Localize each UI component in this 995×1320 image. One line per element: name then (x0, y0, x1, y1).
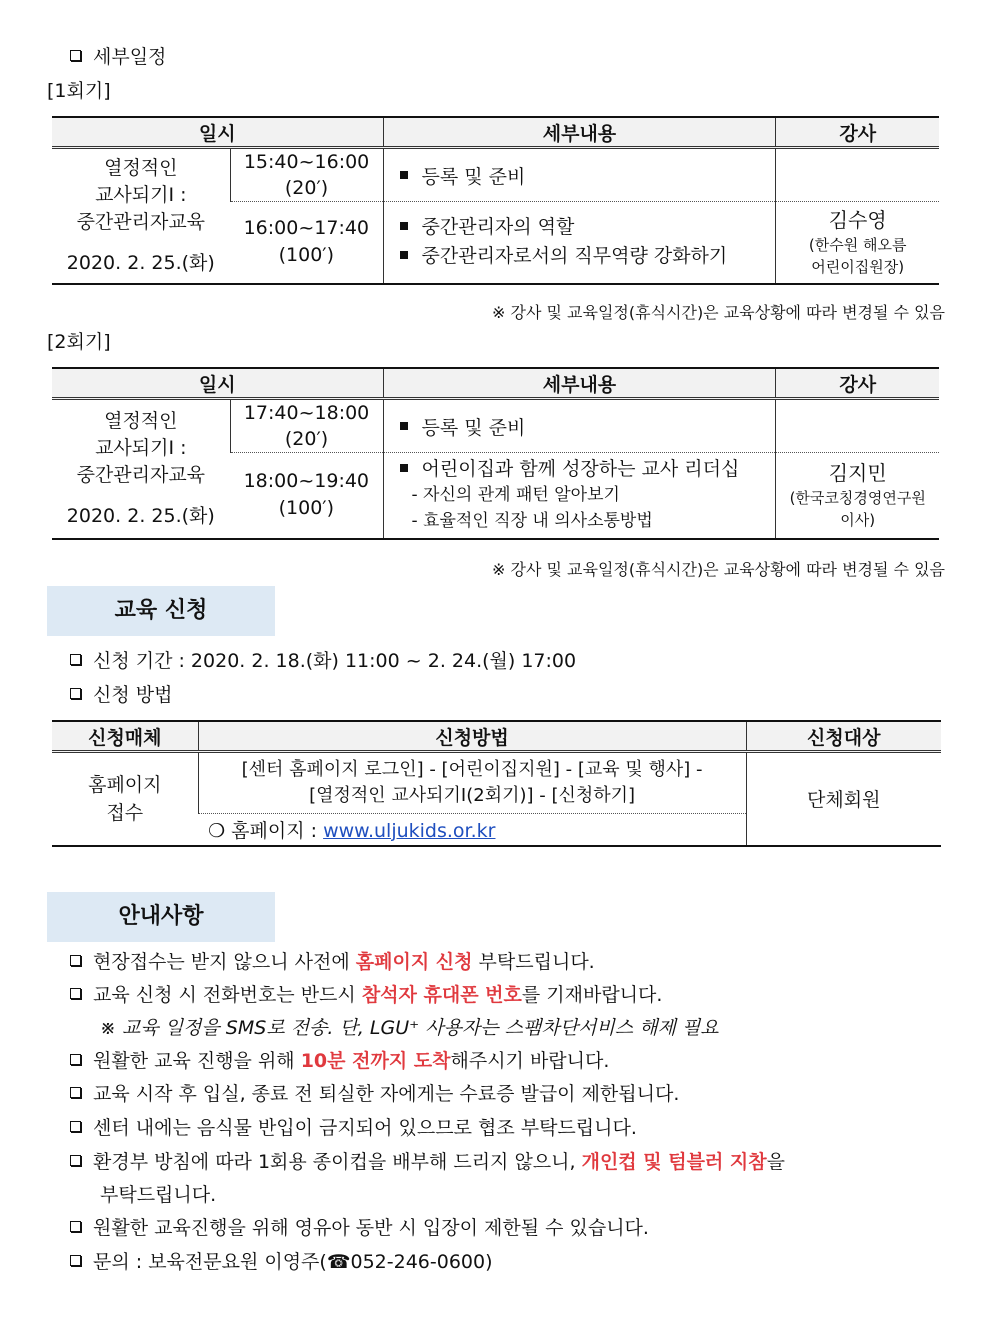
notice-section-title: 안내사항 (47, 892, 275, 942)
content-cell: 등록 및 준비 (383, 399, 776, 453)
time-cell: 16:00~17:40 (100′) (243, 217, 370, 267)
header-content: 세부내용 (383, 117, 776, 148)
checkbox-bullet-icon (70, 654, 81, 665)
lecturer-cell-empty (776, 399, 939, 453)
apply-table (52, 720, 941, 847)
checkbox-bullet-icon (70, 1121, 81, 1132)
media-cell: 홈페이지 접수 (88, 773, 162, 824)
course-date: 2020. 2. 25.(화) (66, 251, 215, 274)
checkbox-bullet-icon (70, 1155, 81, 1166)
time-cell: 18:00~19:40 (100′) (243, 470, 370, 520)
target-cell: 단체회원 (746, 752, 941, 846)
checkbox-bullet-icon (70, 1255, 81, 1266)
checkbox-bullet-icon (70, 1087, 81, 1098)
content-cell: 어린이집과 함께 성장하는 교사 리더십 - 자신의 관계 패턴 알아보기 - 효율적인 직장 내 의사소통방법 (383, 453, 776, 539)
header-method: 신청방법 (198, 721, 746, 752)
checkbox-bullet-icon (70, 50, 81, 61)
lecturer-cell: 김수영 (한수원 해오름 어린이집원장) (776, 202, 939, 284)
session1-note: ※ 강사 및 교육일정(휴식시간)은 교육상황에 따라 변경될 수 있음 (492, 303, 945, 322)
notice-subnote: ※ 교육 일정을 SMS로 전송. 단, LGU⁺ 사용자는 스팸차단서비스 해제 필요 (100, 1017, 719, 1039)
notice-item: 원활한 교육진행을 위해 영유아 동반 시 입장이 제한될 수 있습니다. (70, 1213, 649, 1240)
content-cell: 중간관리자의 역할 중간관리자로서의 직무역량 강화하기 (383, 202, 776, 284)
course-date: 2020. 2. 25.(화) (66, 504, 215, 527)
header-media: 신청매체 (52, 721, 198, 752)
notice-item: 환경부 방침에 따라 1회용 종이컵을 배부해 드리지 않으니, 개인컵 및 텀블러 지참을 (70, 1147, 785, 1174)
square-bullet-icon (400, 251, 408, 259)
session2-table (52, 367, 939, 540)
apply-section-title: 교육 신청 (47, 586, 275, 636)
lecturer-cell: 김지민 (한국코칭경영연구원 이사) (776, 453, 939, 539)
time-cell: 15:40~16:00 (20′) (230, 148, 383, 202)
header-lecturer: 강사 (776, 368, 939, 399)
square-bullet-icon (400, 222, 408, 230)
time-cell: 17:40~18:00 (20′) (230, 399, 383, 453)
notice-item: 현장접수는 받지 않으니 사전에 홈페이지 신청 부탁드립니다. (70, 947, 595, 974)
notice-item: 교육 시작 후 입실, 종료 전 퇴실한 자에게는 수료증 발급이 제한됩니다. (70, 1079, 679, 1106)
apply-method: 신청 방법 (70, 680, 172, 707)
checkbox-bullet-icon (70, 688, 81, 699)
session1-label: [1회기] (47, 80, 111, 102)
apply-period: 신청 기간 : 2020. 2. 18.(화) 11:00 ~ 2. 24.(월) 17:00 (70, 646, 576, 673)
checkbox-bullet-icon (70, 1054, 81, 1065)
session1-table (52, 116, 939, 285)
steps-cell: [센터 홈페이지 로그인] - [어린이집지원] - [교육 및 행사] - [열정적인 교사되기Ⅰ(2회기)] - [신청하기] (198, 752, 746, 814)
checkbox-bullet-icon (70, 1221, 81, 1232)
square-bullet-icon (400, 171, 408, 179)
notice-item: 원활한 교육 진행을 위해 10분 전까지 도착해주시기 바랍니다. (70, 1046, 609, 1073)
notice-item: 센터 내에는 음식물 반입이 금지되어 있으므로 협조 부탁드립니다. (70, 1113, 637, 1140)
notice-item-cont: 부탁드립니다. (100, 1184, 217, 1206)
header-content: 세부내용 (383, 368, 776, 399)
session2-note: ※ 강사 및 교육일정(휴식시간)은 교육상황에 따라 변경될 수 있음 (492, 560, 945, 579)
notice-contact: 문의 : 보육전문요원 이영주(☎052-246-0600) (70, 1247, 493, 1274)
course-cell: 열정적인 교사되기Ⅰ : 중간관리자교육 2020. 2. 25.(화) (52, 399, 230, 539)
content-cell: 등록 및 준비 (383, 148, 776, 202)
header-target: 신청대상 (746, 721, 941, 752)
lecturer-name: 김수영 (828, 208, 887, 233)
square-bullet-icon (400, 422, 408, 430)
checkbox-bullet-icon (70, 988, 81, 999)
checkbox-bullet-icon (70, 955, 81, 966)
square-bullet-icon (400, 464, 408, 472)
lecturer-name: 김지민 (828, 461, 887, 486)
course-cell: 열정적인 교사되기Ⅰ : 중간관리자교육 2020. 2. 25.(화) (52, 148, 230, 284)
phone-icon: ☎ (326, 1251, 351, 1273)
notice-item: 교육 신청 시 전화번호는 반드시 참석자 휴대폰 번호를 기재바랍니다. (70, 980, 662, 1007)
session2-label: [2회기] (47, 331, 111, 353)
header-date: 일시 (52, 117, 383, 148)
homepage-link[interactable]: www.uljukids.or.kr (323, 819, 496, 842)
header-lecturer: 강사 (776, 117, 939, 148)
header-date: 일시 (52, 368, 383, 399)
section-heading: 세부일정 (70, 42, 166, 69)
homepage-cell: ❍ 홈페이지 : www.uljukids.or.kr (208, 819, 496, 842)
lecturer-cell-empty (776, 148, 939, 202)
